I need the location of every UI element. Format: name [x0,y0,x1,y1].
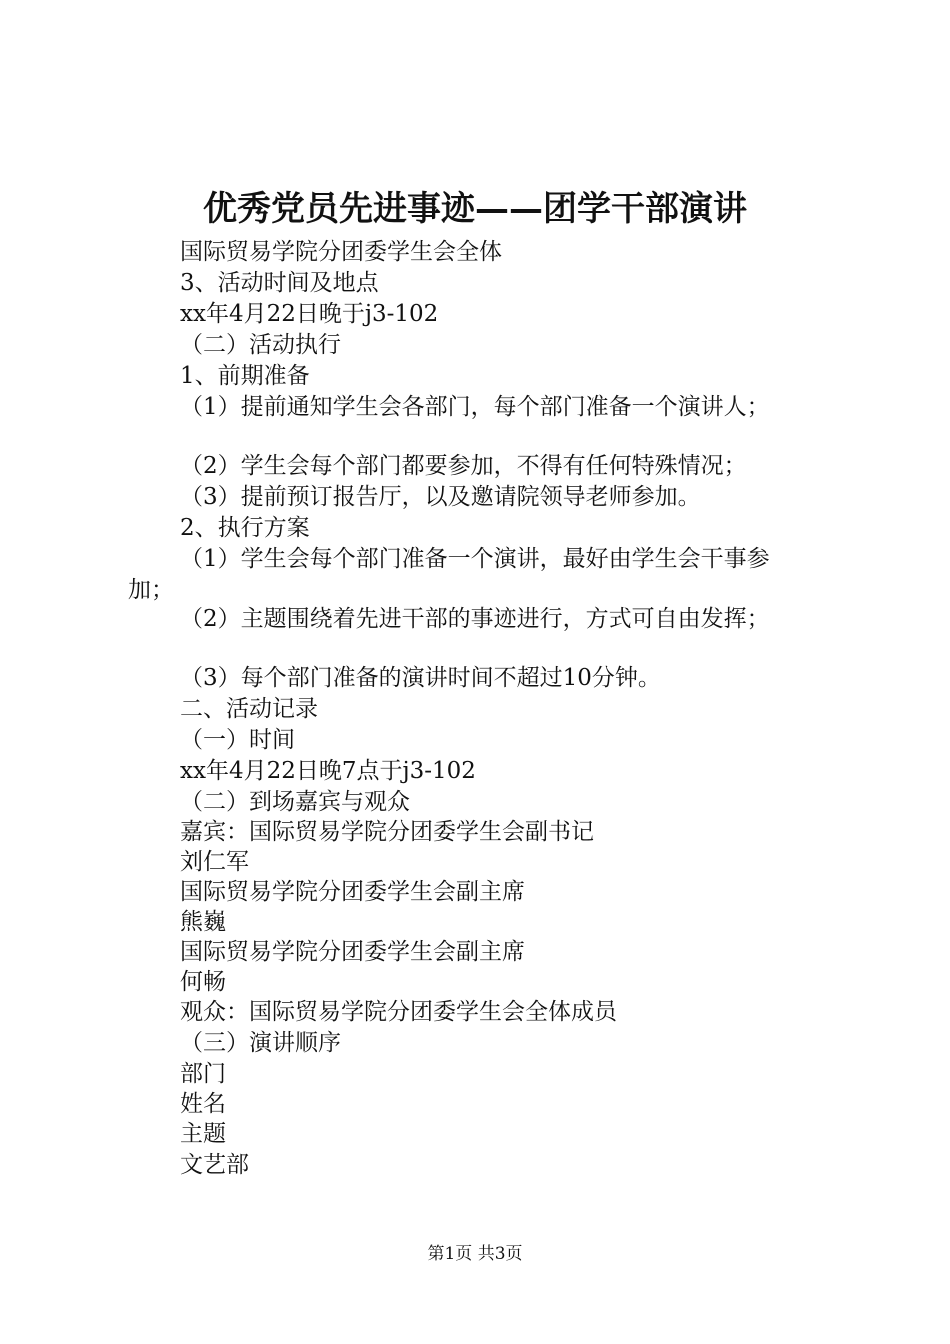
text-line: 二、活动记录 [180,696,318,722]
text-line: （一）时间 [180,727,295,753]
text-line: 文艺部 [180,1152,249,1178]
text-line: 何畅 [180,969,226,995]
text-line: 国际贸易学院分团委学生会全体 [180,239,502,265]
text-line: （二）到场嘉宾与观众 [180,789,410,815]
text-line: 观众：国际贸易学院分团委学生会全体成员 [180,999,617,1025]
text-line: （二）活动执行 [180,332,341,358]
text-line: 部门 [180,1061,226,1087]
text-line: 国际贸易学院分团委学生会副主席 [180,879,525,905]
text-line: 嘉宾：国际贸易学院分团委学生会副书记 [180,819,594,845]
text-line: 2、执行方案 [180,515,310,541]
text-line: 主题 [180,1121,226,1147]
text-line: 刘仁军 [180,849,249,875]
text-line: 加； [128,577,174,603]
text-line: （2）学生会每个部门都要参加，不得有任何特殊情况； [180,453,747,479]
text-line: 姓名 [180,1091,226,1117]
text-line: xx年4月22日晚于j3-102 [180,301,439,327]
text-line: （三）演讲顺序 [180,1030,341,1056]
text-line: 国际贸易学院分团委学生会副主席 [180,939,525,965]
text-line: 熊巍 [180,909,226,935]
page-footer: 第1页 共3页 [427,1244,523,1264]
text-line: （2）主题围绕着先进干部的事迹进行，方式可自由发挥； [180,606,770,632]
text-line: 1、前期准备 [180,363,310,389]
text-line: （1）学生会每个部门准备一个演讲，最好由学生会干事参 [180,546,770,572]
text-line: （1）提前通知学生会各部门，每个部门准备一个演讲人； [180,394,770,420]
text-line: xx年4月22日晚7点于j3-102 [180,758,476,784]
text-line: （3）每个部门准备的演讲时间不超过10分钟。 [180,665,661,691]
document-title: 优秀党员先进事迹——团学干部演讲 [203,189,747,229]
text-line: （3）提前预订报告厅，以及邀请院领导老师参加。 [180,484,701,510]
text-line: 3、活动时间及地点 [180,270,379,296]
